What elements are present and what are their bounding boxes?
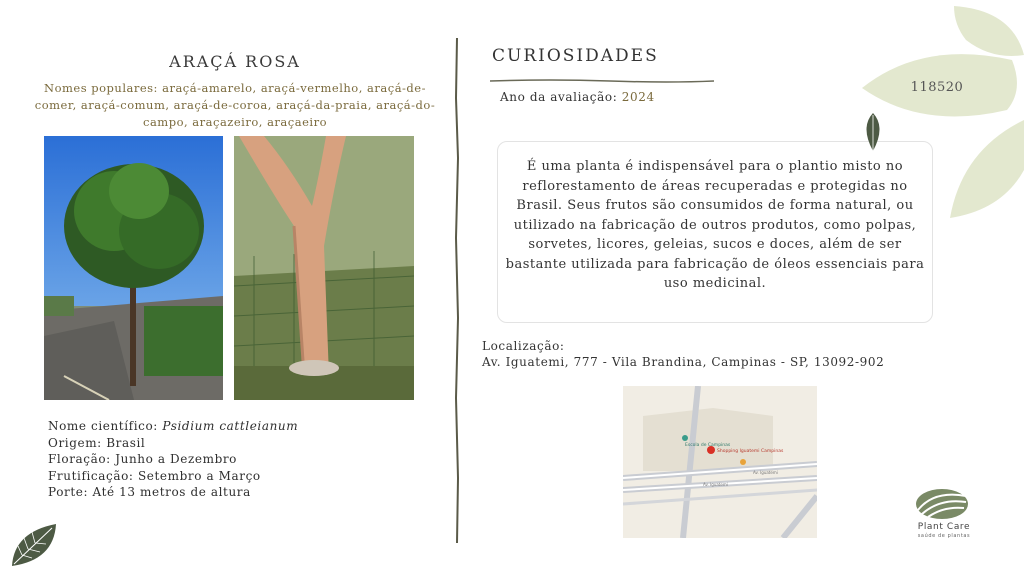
school-marker-icon [682, 435, 688, 441]
location-label: Localização: [482, 339, 565, 353]
brand-tagline: saúde de plantas [917, 533, 971, 539]
trunk-photo [234, 136, 414, 400]
scientific-name-row [48, 418, 298, 435]
map-label-street: Av. Iguatemi [753, 470, 778, 475]
curiosities-title: CURIOSIDADES [492, 46, 659, 66]
scientific-name-value: Psidium cattleianum [162, 419, 299, 433]
map-label-mall: Shopping Iguatemi Campinas [717, 449, 784, 454]
curiosity-text: É uma planta é indispensável para o plantio misto no reflorestamento de áreas recuperadas e protegidas no Brasil. Seus frutos são consumidos de forma natural, ou utilizado na fabricação de outros produtos, como polpas, sorvetes, licores, geleias, sucos e doces, além de ser bastante utilizada para fabricação de óleos essenciais para uso medicinal. [505, 159, 925, 291]
origin-row: Origem: Brasil [48, 435, 146, 450]
shop-marker-icon [740, 459, 746, 465]
plant-name-title: ARAÇÁ ROSA [169, 52, 301, 71]
brand-name: Plant Care [917, 522, 971, 532]
map-label-school: Escola de Campinas [685, 443, 731, 448]
leaf-icon [8, 520, 60, 570]
year-value: 2024 [621, 90, 655, 104]
year-label: Ano da avaliação: [500, 90, 622, 104]
evaluation-year [500, 90, 655, 104]
scientific-name-label: Nome científico: [48, 419, 163, 433]
record-id: 118520 [910, 80, 964, 95]
vertical-divider [453, 38, 461, 543]
size-row: Porte: Até 13 metros de altura [48, 485, 251, 499]
location-address: Av. Iguatemi, 777 - Vila Brandina, Campinas - SP, 13092-902 [482, 355, 885, 369]
leaf-icon [862, 113, 884, 153]
flowering-row: Floração: Junho a Dezembro [48, 452, 238, 466]
fruiting-row: Frutificação: Setembro a Março [48, 468, 261, 483]
decorative-leaves [862, 0, 1024, 225]
popular-names: Nomes populares: araçá-amarelo, araçá-vermelho, araçá-de-comer, araçá-comum, araçá-de-coroa, araçá-da-praia, araçá-do-campo, araçazeiro, araçaeiro [34, 81, 436, 129]
title-underline [490, 69, 714, 75]
plant-facts [48, 418, 298, 501]
map-label-street-2: Av. Iguatemi [703, 482, 728, 487]
tree-photo [44, 136, 223, 400]
location-map[interactable] [623, 386, 817, 538]
